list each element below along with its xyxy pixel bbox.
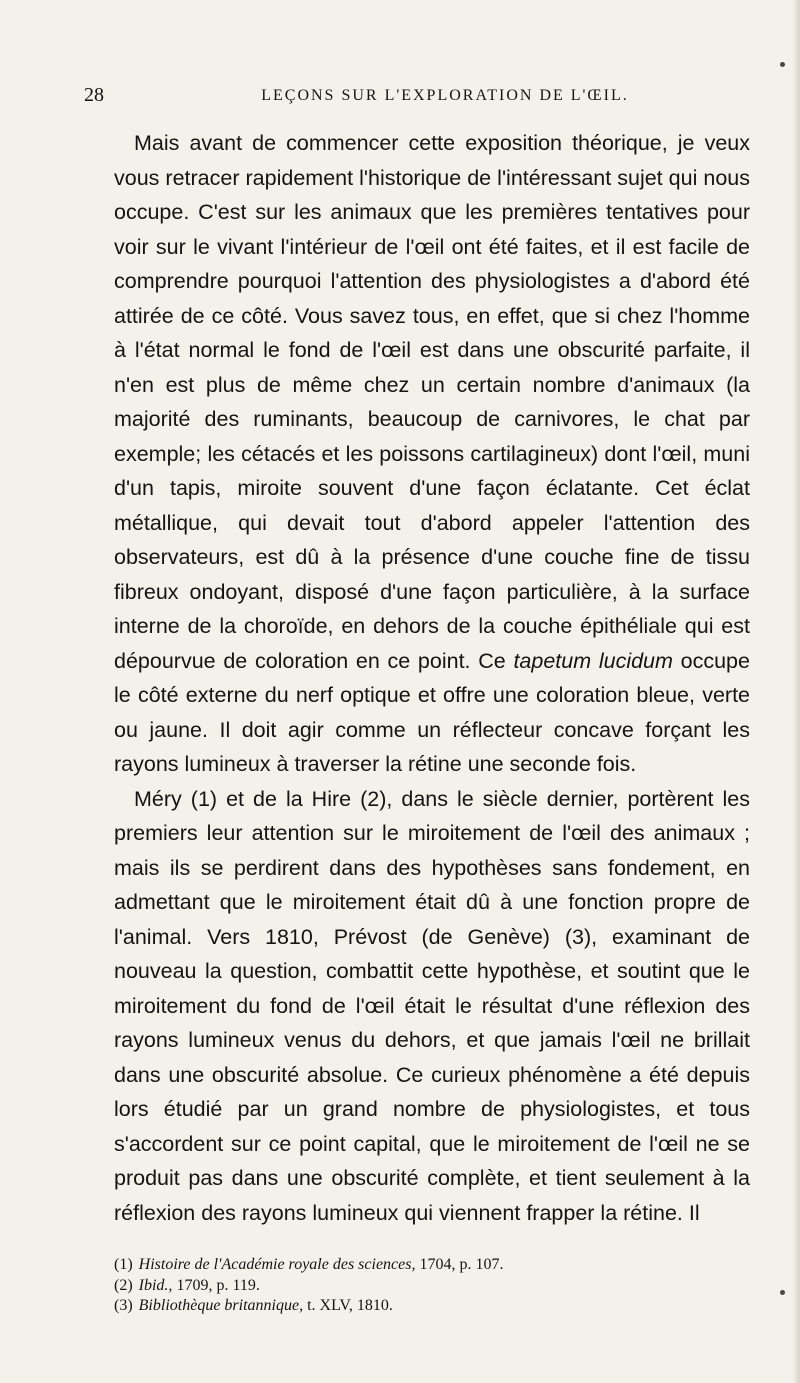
paragraph-2: Méry (1) et de la Hire (2), dans le siècle dernier, portèrent les premiers leur attention sur le miroitement de l'œil des animaux ; mais ils se perdirent dans des hypothèses sans fondement, en admettant que le miroitement était dû à une fonction propre de l'animal. Vers 1810, Prévost (de Genève) (3), examinant de nouveau la question, combattit cette hypothèse, et soutint que le miroitement du fond de l'œil était le résultat d'une réflexion des rayons lumineux venus du dehors, et que jamais l'œil ne brillait dans une obscurité absolue. Ce curieux phénomène a été depuis lors étudié par un grand nombre de physiologistes, et tous s'accordent sur ce point capital, que le miroitement de l'œil ne se produit pas dans une obscurité complète, et tient seulement à la réflexion des rayons lumineux qui viennent frapper la rétine. Il: [114, 786, 750, 1225]
footnote-1: [114, 1255, 750, 1276]
paragraph-1: [114, 126, 750, 782]
page-number: 28: [84, 84, 104, 106]
footnotes: [114, 1255, 750, 1317]
footnote-source: Histoire de l'Académie royale des sciences,: [138, 1256, 416, 1273]
footnote-number: (3): [114, 1297, 133, 1314]
footnote-reference: 1709, p. 119.: [176, 1276, 260, 1294]
paragraph-1-text: Mais avant de commencer cette exposition théorique, je veux vous retracer rapidement l'historique de l'intéressant sujet qui nous occupe. C'est sur les animaux que les premières tentatives pour voir sur le vivant l'intérieur de l'œil ont été faites, et il est facile de comprendre pourquoi l'attention des physiologistes a d'abord été attirée de ce côté. Vous savez tous, en effet, que si chez l'homme à l'état normal le fond de l'œil est dans une obscurité parfaite, il n'en est plus de même chez un certain nombre d'animaux (la majorité des ruminants, beaucoup de carnivores, le chat par exemple; les cétacés et les poissons cartilagineux) dont l'œil, muni d'un tapis, miroite souvent d'une façon éclatante. Cet éclat métallique, qui devait tout d'abord appeler l'attention des observateurs, est dû à la présence d'une couche fine de tissu fibreux ondoyant, disposé d'une façon particulière, à la surface interne de la choroïde, en dehors de la couche épithéliale qui est dépourvue de coloration en ce point. Ce: [114, 131, 750, 673]
footnote-number: (2): [114, 1276, 133, 1294]
paragraph-1-continuation: occupe le côté externe du nerf optique et offre une coloration bleue, verte ou jaune. Il doit agir comme un réflecteur concave forçant les rayons lumineux à traverser la rétine une seconde fois.: [114, 648, 750, 776]
scan-speck: [780, 62, 785, 67]
footnote-source: Ibid.,: [138, 1276, 173, 1294]
footnote-2: [114, 1276, 750, 1297]
footnote-source: Bibliothèque britannique,: [138, 1297, 304, 1314]
scan-edge-shadow: [792, 0, 800, 1383]
running-title: LEÇONS SUR L'EXPLORATION DE L'ŒIL.: [261, 87, 629, 104]
footnote-3: [114, 1296, 750, 1317]
footnote-number: (1): [114, 1256, 133, 1273]
tapetum-lucidum-term: tapetum lucidum: [513, 648, 673, 673]
page-header: [84, 84, 734, 114]
body-text: [114, 126, 750, 1230]
footnote-reference: 1704, p. 107.: [419, 1256, 504, 1273]
footnote-reference: t. XLV, 1810.: [307, 1297, 393, 1314]
scan-speck: [780, 1290, 785, 1295]
